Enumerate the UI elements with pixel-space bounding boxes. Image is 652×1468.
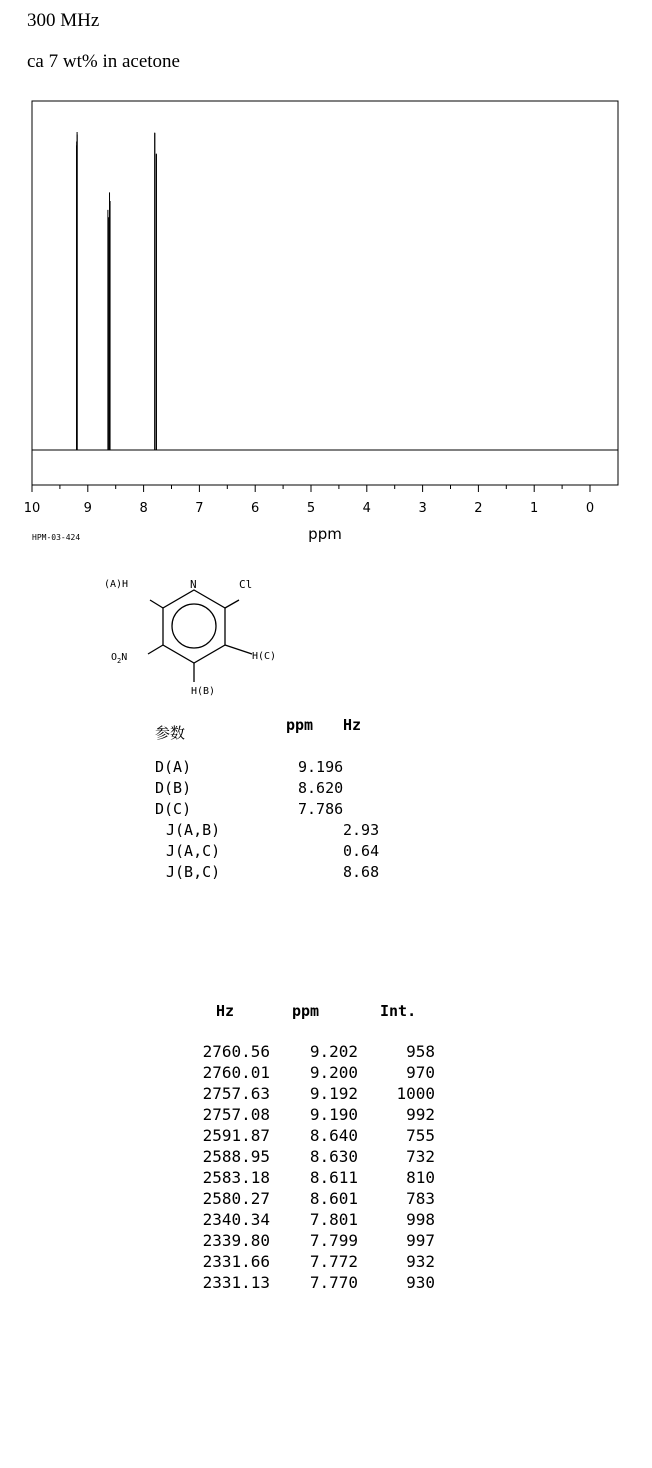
peak-table-row [186,1168,435,1187]
coupling-value: 8.68 [343,863,380,881]
peak-table-row [186,1042,435,1061]
peak-hz: 2331.66 [202,1252,270,1271]
peak-hz: 2760.56 [202,1042,270,1061]
bond-hc [225,645,252,654]
peak-ppm: 7.772 [309,1252,358,1271]
aromatic-circle [172,604,216,648]
peak-ppm: 9.192 [309,1084,358,1103]
peak-table-row [186,1273,435,1292]
x-tick-label: 7 [195,501,204,516]
peak-table-header-hz: Hz [216,1002,235,1020]
peak-intensity: 755 [406,1126,435,1145]
peak-ppm: 9.200 [309,1063,358,1082]
peak-hz: 2591.87 [202,1126,270,1145]
spectrometer-frequency: 300 MHz [27,10,100,31]
x-axis-label: ppm [308,525,342,543]
atom-label-no2: $O_2N$ [111,652,128,665]
coupling-label: J(B,C) [166,863,221,881]
x-tick-label: 0 [585,501,595,516]
params-header-ppm: ppm [286,716,314,734]
shift-label: D(C) [155,800,192,818]
peak-hz: 2580.27 [202,1189,270,1208]
peak-table-row [186,1063,435,1082]
peak-hz: 2331.13 [202,1273,270,1292]
peak-table-row [186,1084,435,1103]
x-tick-label: 4 [362,501,371,516]
shift-value: 9.196 [298,758,344,776]
coupling-value: 0.64 [343,842,380,860]
atom-label-hb: H(B) [191,686,216,697]
spectrum-code: HPM-03-424 [32,533,81,542]
nmr-spectrum-chart [0,0,652,560]
peak-table-row [186,1126,435,1145]
peak-table-header-ppm: ppm [292,1002,320,1020]
atom-label-n: N [190,578,197,591]
x-tick-label: 10 [23,501,41,516]
peak-ppm: 7.801 [309,1210,358,1229]
peak-hz: 2757.08 [202,1105,270,1124]
shift-value: 8.620 [298,779,344,797]
peak-hz: 2340.34 [202,1210,270,1229]
peak-intensity: 932 [406,1252,435,1271]
x-tick-label: 1 [530,501,539,516]
peak-intensity: 930 [406,1273,435,1292]
peak-intensity: 732 [406,1147,435,1166]
atom-label-cl: Cl [239,578,253,591]
sample-conditions: ca 7 wt% in acetone [27,51,180,72]
peak-intensity: 1000 [396,1084,435,1103]
peak-table-row [186,1231,435,1250]
peak-table-row [186,1252,435,1271]
x-tick-label: 6 [251,501,260,516]
bond-no2 [148,645,163,654]
peak-table-row [186,1210,435,1229]
peak-hz: 2588.95 [202,1147,270,1166]
peak-ppm: 7.799 [309,1231,358,1250]
peak-table-row [186,1147,435,1166]
peak-ppm: 8.601 [309,1189,358,1208]
shift-label: D(B) [155,779,192,797]
peak-intensity: 783 [406,1189,435,1208]
peak-hz: 2583.18 [202,1168,270,1187]
x-tick-label: 2 [474,501,483,516]
peak-hz: 2760.01 [202,1063,270,1082]
coupling-label: J(A,C) [166,842,221,860]
bond-cl [225,600,239,608]
plot-frame [32,101,618,485]
x-axis-ticks [24,485,594,516]
x-tick-label: 3 [418,501,427,516]
peak-ppm: 9.202 [309,1042,358,1061]
peak-ppm: 8.611 [309,1168,358,1187]
x-tick-label: 5 [306,501,316,516]
peak-ppm: 7.770 [309,1273,358,1292]
params-title: 参数 [155,724,186,742]
coupling-label: J(A,B) [166,821,221,839]
atom-label-hc: H(C) [252,651,277,662]
peak-intensity: 958 [406,1042,435,1061]
x-tick-label: 9 [83,501,92,516]
peak-table-row [186,1189,435,1208]
peaks-group [77,132,157,450]
peak-ppm: 9.190 [309,1105,358,1124]
peak-hz: 2757.63 [202,1084,270,1103]
peak-table-row [186,1105,435,1124]
peak-intensity: 992 [406,1105,435,1124]
peak-intensity: 997 [406,1231,435,1250]
shift-label: D(A) [155,758,192,776]
shift-value: 7.786 [298,800,344,818]
peak-intensity: 998 [406,1210,435,1229]
params-header-hz: Hz [343,716,362,734]
peak-intensity: 970 [406,1063,435,1082]
peak-ppm: 8.640 [309,1126,358,1145]
chemical-structure [100,570,300,700]
peak-table-header-int: Int. [380,1002,417,1020]
x-tick-label: 8 [139,501,148,516]
atom-label-ha: (A)H [104,579,129,590]
peak-ppm: 8.630 [309,1147,358,1166]
peak-hz: 2339.80 [202,1231,270,1250]
bond-ha [150,600,163,608]
peak-intensity: 810 [406,1168,435,1187]
coupling-value: 2.93 [343,821,380,839]
